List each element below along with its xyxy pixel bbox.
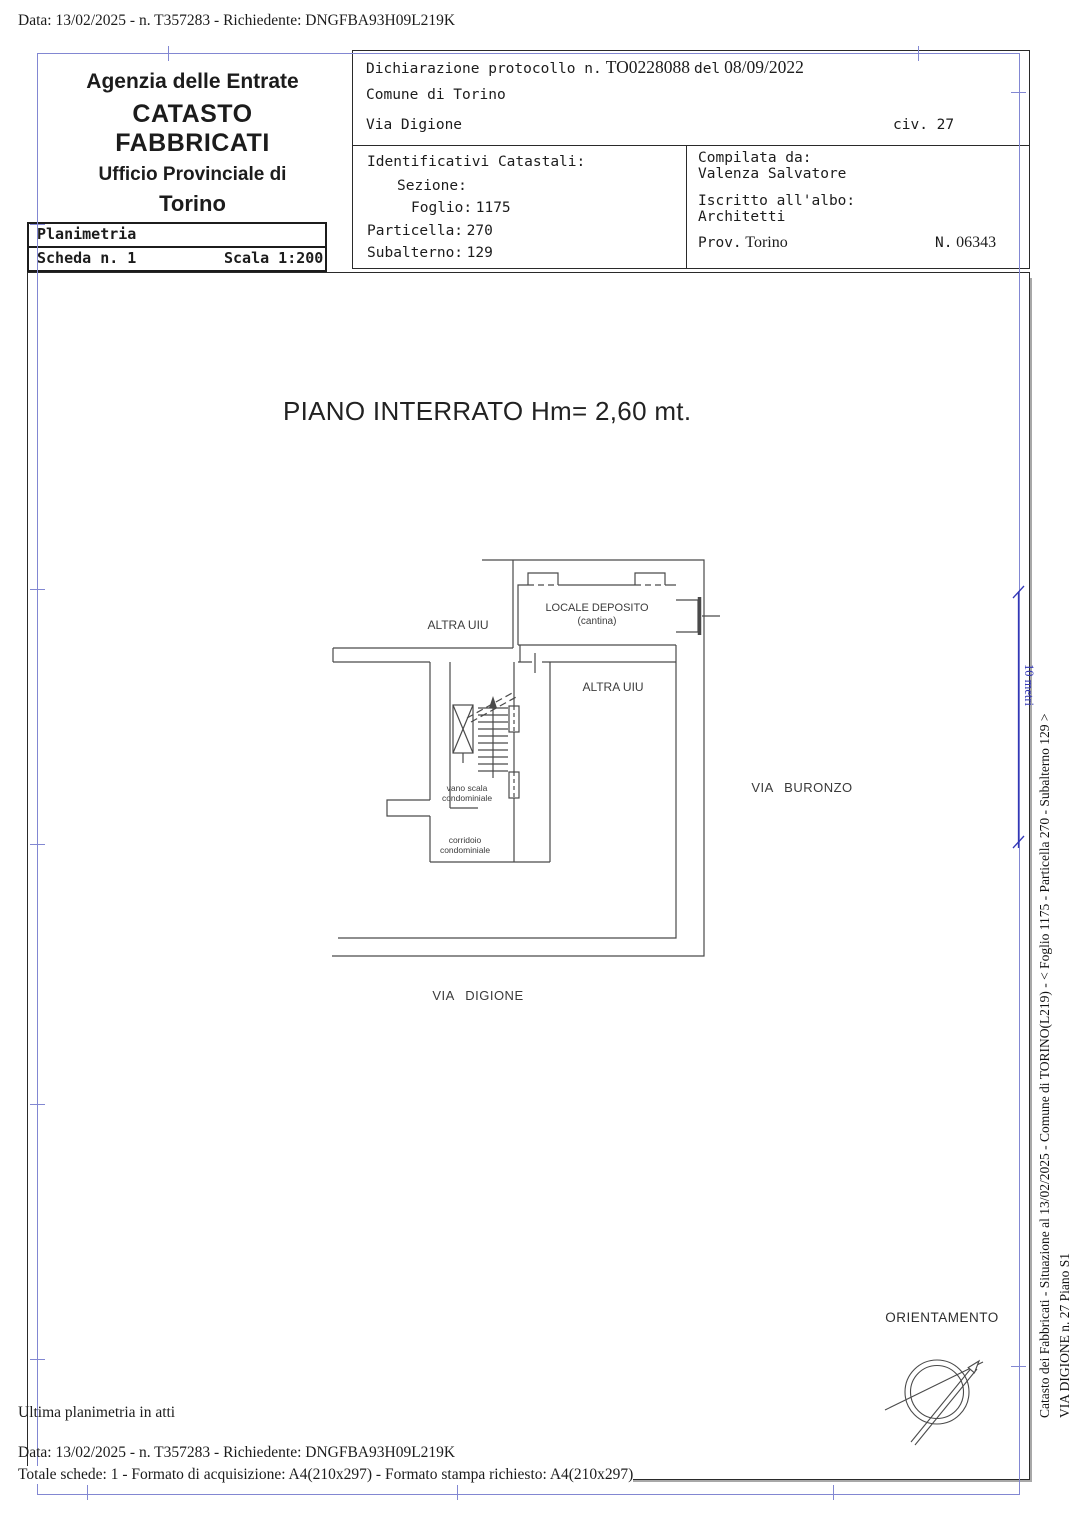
catastali-box <box>352 145 1030 269</box>
footer-data-line: Data: 13/02/2025 - n. T357283 - Richiedente: DNGFBA93H09L219K <box>18 1444 456 1461</box>
corridoio-label-2: condominiale <box>439 845 491 855</box>
stair-shaft-walls <box>450 662 514 862</box>
agency-header <box>55 70 330 217</box>
footer-totale-line: Totale schede: 1 - Formato di acquisizione: A4(210x297) - Formato stampa richiesto: A4(210x297) <box>18 1466 634 1483</box>
compilata-title: Compilata da: <box>698 150 812 166</box>
agency-catasto: CATASTO FABBRICATI <box>115 100 270 157</box>
blue-tick-left-2 <box>30 589 45 590</box>
foglio-label: Foglio: <box>411 200 473 216</box>
albo-num-label: N. <box>935 235 953 251</box>
compass-arrowhead <box>968 1361 979 1373</box>
scala-value: Scala 1:200 <box>224 249 324 267</box>
top-request-line: Data: 13/02/2025 - n. T357283 - Richiedente: DNGFBA93H09L219K <box>18 12 456 29</box>
civ-number: civ. 27 <box>893 117 955 133</box>
particella-value: 270 <box>466 223 493 239</box>
blue-tick-bottom-3 <box>833 1485 834 1500</box>
particella-row <box>367 223 493 240</box>
blue-tick-top-2 <box>918 46 919 61</box>
blue-tick-bottom-2 <box>457 1485 458 1500</box>
altra-uiu-right-label: ALTRA UIU <box>582 680 644 694</box>
compilata-name: Valenza Salvatore <box>698 166 847 182</box>
albo-label: Iscritto all'albo: <box>698 193 856 209</box>
foglio-row <box>411 200 511 217</box>
prov-row <box>698 234 788 252</box>
vano-scala-label-2: condominiale <box>441 793 493 803</box>
subalterno-label: Subalterno: <box>367 245 464 261</box>
right-unit-top-wall <box>518 645 676 662</box>
topleft-unit-walls <box>333 648 513 662</box>
agency-office: Ufficio Provinciale di <box>98 164 287 185</box>
protocol-label: Dichiarazione protocollo n. <box>366 61 602 77</box>
subalterno-value: 129 <box>466 245 493 261</box>
prov-value: Torino <box>745 234 788 251</box>
planimetria-box <box>27 222 327 272</box>
plan-title: PIANO INTERRATO Hm= 2,60 mt. <box>283 396 692 426</box>
protocol-row <box>366 57 804 78</box>
protocol-del: del <box>693 61 721 77</box>
catastali-divider <box>686 146 687 268</box>
protocol-date: 08/09/2022 <box>724 57 804 77</box>
deposito-room <box>518 585 676 645</box>
comune-row: Comune di Torino <box>366 87 506 103</box>
blue-tick-left-3 <box>30 844 45 845</box>
prov-label: Prov. <box>698 235 742 251</box>
elevator <box>453 705 473 763</box>
blue-tick-bottom-1 <box>87 1485 88 1500</box>
deposito-label: LOCALE DEPOSITO <box>545 602 649 614</box>
compass-outer-circle <box>905 1360 969 1424</box>
street-row: Via Digione <box>366 117 463 133</box>
scheda-number: Scheda n. 1 <box>37 249 137 267</box>
agency-city: Torino <box>159 191 226 216</box>
corridor-walls <box>387 662 550 862</box>
altra-uiu-top-label: ALTRA UIU <box>427 618 489 632</box>
sezione-label: Sezione: <box>397 178 467 194</box>
subalterno-row <box>367 245 493 262</box>
foglio-value: 1175 <box>475 200 511 216</box>
albo-value: Architetti <box>698 209 786 225</box>
via-buronzo-label: VIA BURONZO <box>751 780 853 795</box>
orientation-label: ORIENTAMENTO <box>885 1310 999 1325</box>
particella-label: Particella: <box>367 223 464 239</box>
plan-walls <box>332 560 720 956</box>
deposito-shaft <box>676 600 698 632</box>
planimetria-title: Planimetria <box>29 224 325 248</box>
blue-tick-left-5 <box>30 1359 45 1360</box>
catastali-title: Identificativi Catastali: <box>367 154 586 170</box>
vano-scala-label-1: vano scala <box>446 783 488 793</box>
corridoio-label-1: corridoio <box>448 835 482 845</box>
blue-tick-left-4 <box>30 1104 45 1105</box>
albo-number-row <box>935 234 996 252</box>
sidebar-address-line: VIA DIGIONE n. 27 Piano S1 <box>1057 1253 1072 1418</box>
blue-tick-right-2 <box>1011 1366 1026 1367</box>
protocol-number: TO0228088 <box>605 57 690 77</box>
albo-num-value: 06343 <box>956 234 997 251</box>
deposito-window-bumps <box>528 573 665 585</box>
scheda-row <box>29 248 325 271</box>
blue-tick-left-1 <box>30 224 45 225</box>
protocol-box <box>352 50 1030 147</box>
blue-tick-right-1 <box>1011 92 1026 93</box>
blue-tick-top-1 <box>168 46 169 61</box>
floor-plan-svg <box>330 550 720 1010</box>
via-digione-label: VIA DIGIONE <box>432 988 524 1003</box>
footer-ultima-line: Ultima planimetria in atti <box>18 1404 176 1421</box>
compass-icon <box>880 1330 1005 1460</box>
scale-bar <box>1012 584 1036 856</box>
cantina-label: (cantina) <box>577 616 617 627</box>
scale-bar-label: 10 metri <box>1022 664 1036 707</box>
compass-arrow-line-1 <box>911 1366 973 1442</box>
agency-name: Agenzia delle Entrate <box>86 70 299 93</box>
sidebar-situation-line: Catasto dei Fabbricati - Situazione al 13/02/2025 - Comune di TORINO(L219) - < Foglio 1175 - Particella 270 - Subalterno 129 > <box>1037 713 1052 1418</box>
